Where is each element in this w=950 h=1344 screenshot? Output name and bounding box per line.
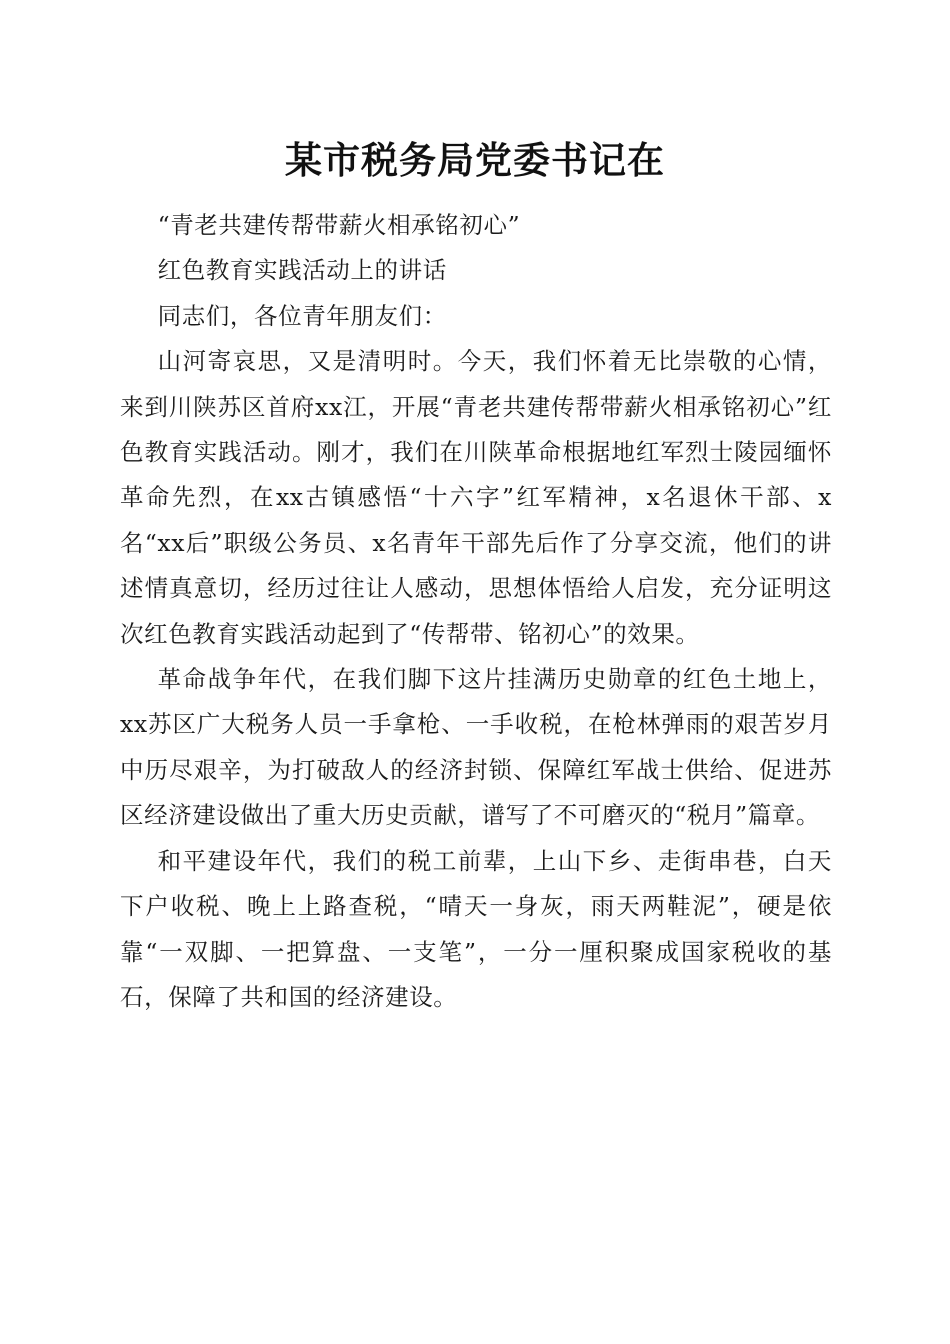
subtitle-line-1: “青老共建传帮带薪火相承铭初心” [157, 211, 521, 239]
salutation: 同志们，各位青年朋友们： [157, 301, 447, 330]
paragraph: 和平建设年代，我们的税工前辈，上山下乡、走街串巷，白天下户收税、晚上上路查税，“晴天一身灰，雨天两鞋泥”，硬是依靠“一双脚、一把算盘、一支笔”，一分一厘积聚成国家税收的基石，保障了共和国的经济建设。 [120, 846, 832, 1011]
document-title: 某市税务局党委书记在 [285, 138, 665, 182]
subtitle-line-2: 红色教育实践活动上的讲话 [157, 256, 447, 285]
paragraph: 山河寄哀思，又是清明时。今天，我们怀着无比崇敬的心情，来到川陕苏区首府xx江，开展“青老共建传帮带薪火相承铭初心”红色教育实践活动。刚才，我们在川陕革命根据地红军烈士陵园缅怀革命先烈，在xx古镇感悟“十六字”红军精神，x名退休干部、x名“xx后”职级公务员、x名青年干部先后作了分享交流，他们的讲述情真意切，经历过往让人感动，思想体悟给人启发，充分证明这次红色教育实践活动起到了“传帮带、铭初心”的效果。 [120, 347, 832, 648]
document-body [120, 203, 832, 1020]
paragraph: 革命战争年代，在我们脚下这片挂满历史勋章的红色土地上，xx苏区广大税务人员一手拿枪、一手收税，在枪林弹雨的艰苦岁月中历尽艰辛，为打破敌人的经济封锁、保障红军战士供给、促进苏区经济建设做出了重大历史贡献，谱写了不可磨灭的“税月”篇章。 [120, 665, 832, 830]
